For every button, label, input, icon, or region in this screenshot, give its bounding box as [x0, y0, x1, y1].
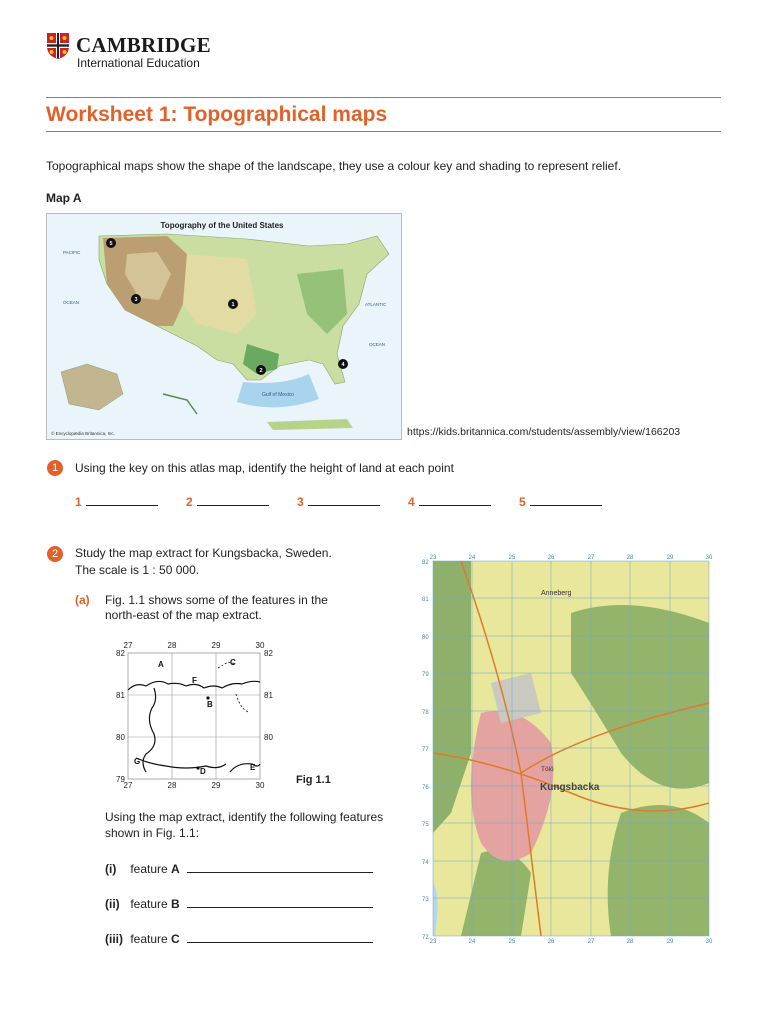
- fig-feature-letter: C: [230, 658, 236, 667]
- fig-feature-letter: F: [192, 676, 197, 685]
- fig-x-tick-bottom: 28: [167, 781, 177, 790]
- title-rule-top: [46, 97, 721, 98]
- title-rule-bottom: [46, 131, 721, 132]
- fig-y-tick-left: 80: [116, 733, 125, 742]
- answer-blank-number: 1: [75, 495, 82, 509]
- fig-y-tick-left: 79: [116, 775, 125, 784]
- map-a-region-pacific: PACIFIC: [63, 250, 81, 255]
- place-kungsbacka: Kungsbacka: [540, 782, 600, 793]
- map-a-region-gulf: Gulf of Mexico: [262, 392, 294, 398]
- extract-y-tick: 78: [422, 710, 429, 716]
- extract-x-tick: 25: [508, 555, 516, 561]
- fig-1-1-sketch-map: [106, 638, 286, 790]
- answer-line[interactable]: [187, 942, 373, 943]
- part-a-line-1: Fig. 1.1 shows some of the features in the: [105, 593, 328, 607]
- feature-roman: (iii): [105, 932, 123, 946]
- extract-x-tick: 26: [547, 555, 555, 561]
- extract-x-tick: 25: [508, 939, 516, 944]
- extract-x-tick: 30: [705, 555, 713, 561]
- fig-1-1-label: Fig 1.1: [296, 774, 331, 786]
- answer-line[interactable]: [187, 872, 373, 873]
- part-a-line-2: north-east of the map extract.: [105, 608, 262, 622]
- extract-x-tick: 23: [429, 939, 437, 944]
- map-a-point-2: 2: [259, 368, 263, 374]
- answer-blank-number: 5: [519, 495, 526, 509]
- feature-b-answer[interactable]: [105, 897, 180, 911]
- kungsbacka-map-extract: [421, 553, 719, 944]
- map-a-point-1: 1: [231, 302, 235, 308]
- question-1-badge: 1: [47, 460, 63, 476]
- feature-label: feature: [130, 862, 168, 876]
- cambridge-shield-icon: [46, 32, 70, 60]
- place-anneberg: Anneberg: [541, 590, 572, 597]
- answer-blank-5[interactable]: [519, 495, 602, 509]
- extract-x-tick: 30: [705, 939, 713, 944]
- map-a-title: Topography of the United States: [160, 221, 284, 230]
- map-a-region-atlantic: ATLANTIC: [365, 302, 387, 307]
- question-2-line-1: Study the map extract for Kungsbacka, Sweden.: [75, 546, 332, 560]
- fig-x-tick-top: 28: [167, 641, 177, 650]
- fig-feature-letter: E: [250, 763, 256, 772]
- map-a-point-5: 5: [109, 241, 113, 247]
- extract-y-tick: 79: [422, 672, 429, 678]
- extract-x-tick: 29: [666, 939, 674, 944]
- answer-blank-3[interactable]: [297, 495, 380, 509]
- extract-y-tick: 75: [422, 822, 429, 828]
- extract-x-tick: 24: [468, 939, 476, 944]
- extract-y-tick: 82: [422, 560, 429, 566]
- extract-y-tick: 76: [422, 785, 429, 791]
- logo-subtitle: International Education: [77, 56, 200, 70]
- answer-blank-number: 2: [186, 495, 193, 509]
- feature-label: feature: [130, 932, 168, 946]
- answer-blank-4[interactable]: [408, 495, 491, 509]
- feature-a-answer[interactable]: [105, 862, 180, 876]
- question-1-text: Using the key on this atlas map, identify the height of land at each point: [75, 461, 454, 475]
- fig-x-tick-top: 27: [123, 641, 133, 650]
- instruction-line-2: shown in Fig. 1.1:: [105, 826, 200, 840]
- extract-y-tick: 81: [422, 597, 429, 603]
- fig-feature-letter: D: [200, 767, 206, 776]
- question-2-line-2: The scale is 1 : 50 000.: [75, 563, 200, 577]
- fig-y-tick-right: 81: [264, 691, 273, 700]
- extract-x-tick: 23: [429, 555, 437, 561]
- fig-x-tick-top: 30: [255, 641, 265, 650]
- us-topography-map: [46, 213, 402, 440]
- map-a-region-ocean-e: OCEAN: [369, 342, 386, 347]
- map-a-copyright: © Encyclopædia Britannica, Inc.: [51, 431, 115, 436]
- extract-x-tick: 29: [666, 555, 674, 561]
- feature-letter: B: [171, 897, 180, 911]
- feature-roman: (ii): [105, 897, 120, 911]
- answer-blank-number: 4: [408, 495, 415, 509]
- place-tolo: Tölö: [541, 766, 554, 773]
- logo-name: CAMBRIDGE: [76, 33, 211, 57]
- fig-y-tick-left: 81: [116, 691, 125, 700]
- map-a-point-3: 3: [134, 297, 138, 303]
- answer-blank-1[interactable]: [75, 495, 158, 509]
- extract-x-tick: 24: [468, 555, 476, 561]
- extract-x-tick: 27: [587, 555, 595, 561]
- fig-x-tick-bottom: 29: [211, 781, 221, 790]
- fig-x-tick-top: 29: [211, 641, 221, 650]
- fig-x-tick-bottom: 27: [123, 781, 133, 790]
- answer-line[interactable]: [187, 907, 373, 908]
- feature-c-answer[interactable]: [105, 932, 180, 946]
- extract-y-tick: 77: [422, 747, 429, 753]
- map-a-point-4: 4: [341, 362, 345, 368]
- instruction-line-1: Using the map extract, identify the following features: [105, 810, 384, 824]
- fig-feature-letter: A: [158, 660, 164, 669]
- extract-x-tick: 28: [626, 555, 634, 561]
- question-2-badge: 2: [47, 546, 63, 562]
- fig-y-tick-right: 82: [264, 649, 273, 658]
- extract-y-tick: 72: [422, 935, 429, 941]
- extract-y-tick: 73: [422, 897, 429, 903]
- fig-feature-letter: G: [134, 757, 141, 766]
- map-a-source-url: https://kids.britannica.com/students/assembly/view/166203: [407, 426, 681, 438]
- fig-y-tick-right: 80: [264, 733, 273, 742]
- extract-y-tick: 74: [422, 860, 429, 866]
- answer-blank-2[interactable]: [186, 495, 269, 509]
- extract-y-tick: 80: [422, 635, 429, 641]
- fig-x-tick-bottom: 30: [255, 781, 265, 790]
- extract-x-tick: 26: [547, 939, 555, 944]
- extract-x-tick: 27: [587, 939, 595, 944]
- fig-y-tick-left: 82: [116, 649, 125, 658]
- answer-blank-number: 3: [297, 495, 304, 509]
- extract-x-tick: 28: [626, 939, 634, 944]
- map-a-region-ocean-w: OCEAN: [63, 300, 80, 305]
- feature-label: feature: [130, 897, 168, 911]
- feature-letter: A: [171, 862, 180, 876]
- part-a-label: (a): [75, 593, 90, 607]
- map-a-label: Map A: [46, 191, 82, 205]
- intro-text: Topographical maps show the shape of the landscape, they use a colour key and shading to represent relief.: [46, 159, 622, 173]
- feature-roman: (i): [105, 862, 117, 876]
- fig-feature-letter: B: [207, 700, 213, 709]
- page-title: Worksheet 1: Topographical maps: [46, 103, 388, 126]
- feature-letter: C: [171, 932, 180, 946]
